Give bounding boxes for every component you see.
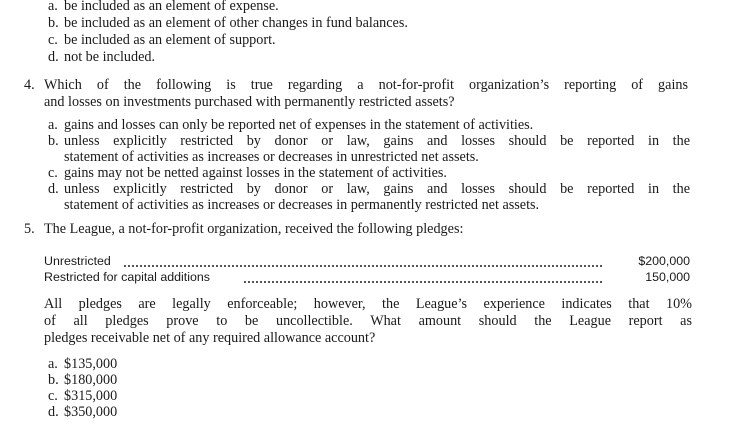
pledge-label-restricted: Restricted for capital additions (44, 270, 210, 284)
q5-option-c (48, 388, 117, 405)
q3-option-d (48, 49, 155, 66)
option-letter: d. (48, 404, 59, 420)
q4-option-b-line2: statement of activities as increases or decreases in unrestricted net assets. (64, 149, 479, 165)
q4-option-a (48, 117, 533, 134)
q3-option-a (48, 0, 279, 15)
q4-option-d-line1: unless explicitly restricted by donor or law, gains and losses should be reported in the (64, 181, 690, 197)
q4-number: 4. (24, 77, 35, 93)
option-text: not be included. (64, 49, 156, 65)
q3-option-b (48, 15, 408, 32)
q5-option-b (48, 372, 117, 389)
dot-leader (244, 281, 602, 283)
q4-stem-line1: Which of the following is true regarding a not-for-profit organization’s reporting of gains (44, 77, 688, 93)
option-text: $315,000 (64, 388, 118, 404)
option-letter: c. (48, 32, 58, 48)
option-text: $350,000 (64, 404, 118, 420)
pledge-amount-unrestricted: $200,000 (638, 254, 690, 268)
option-letter: a. (48, 0, 58, 14)
q4-stem-line2: and losses on investments purchased with permanently restricted assets? (44, 94, 455, 110)
option-letter: a. (48, 117, 58, 133)
option-letter: c. (48, 165, 58, 181)
q5-option-d (48, 404, 117, 421)
option-letter: b. (48, 372, 59, 388)
q3-option-c (48, 32, 276, 49)
option-letter: c. (48, 388, 58, 404)
q4-option-b-letter: b. (48, 133, 59, 149)
pledge-label-unrestricted: Unrestricted (44, 254, 111, 268)
dot-leader (124, 265, 602, 267)
q5-number: 5. (24, 221, 35, 237)
q5-stem: The League, a not-for-profit organization, received the following pledges: (44, 221, 464, 237)
option-text: gains may not be netted against losses in the statement of activities. (64, 165, 447, 181)
q4-option-b-line1: unless explicitly restricted by donor or law, gains and losses should be reported in the (64, 133, 690, 149)
option-text: be included as an element of support. (64, 32, 276, 48)
q5-para-line1: All pledges are legally enforceable; however, the League’s experience indicates that 10% (44, 296, 692, 312)
q5-para-line2: of all pledges prove to be uncollectible. What amount should the League report as (44, 313, 692, 329)
q5-para-line3: pledges receivable net of any required allowance account? (44, 330, 376, 346)
option-text: be included as an element of other changes in fund balances. (64, 15, 408, 31)
pledge-amount-restricted: 150,000 (645, 270, 690, 284)
q4-option-d-letter: d. (48, 181, 59, 197)
q5-option-a (48, 356, 117, 373)
q4-option-c (48, 165, 447, 182)
option-text: gains and losses can only be reported net of expenses in the statement of activities. (64, 117, 534, 133)
option-letter: a. (48, 356, 58, 372)
q4-option-d-line2: statement of activities as increases or decreases in permanently restricted net assets. (64, 197, 540, 213)
option-letter: d. (48, 49, 59, 65)
option-text: $180,000 (64, 372, 118, 388)
option-text: $135,000 (64, 356, 118, 372)
option-text: be included as an element of expense. (64, 0, 279, 14)
option-letter: b. (48, 15, 59, 31)
